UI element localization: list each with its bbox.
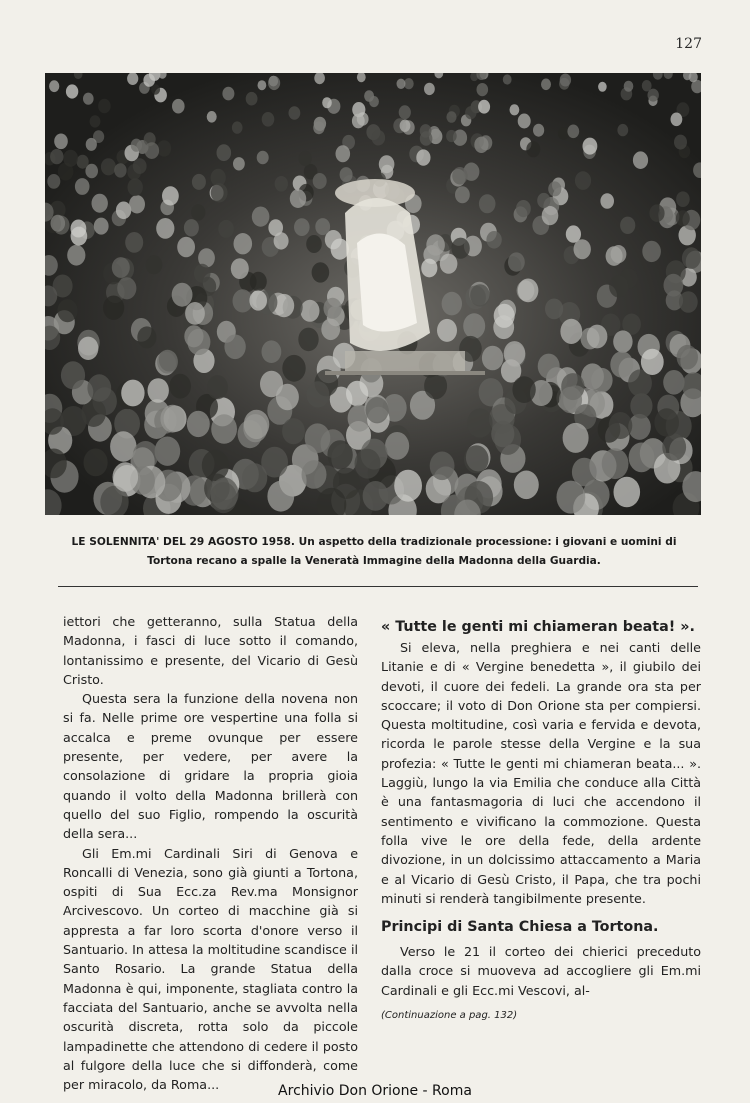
photo-caption [62, 533, 686, 571]
right-column [381, 616, 701, 1025]
divider [58, 586, 698, 587]
crowd-image [45, 73, 701, 515]
continuation-note: (Continuazione a pag. 132) [381, 1010, 518, 1022]
left-column [63, 612, 358, 1094]
left-paragraph-3: Gli Em.mi Cardinali Siri di Genova e Roncalli di Venezia, sono già giunti a Tortona, ospiti di Sua Ecc.za Rev.ma Monsignor Arcivescovo. Un corteo di macchine già si appresta a far loro scorta d'onore verso il Santuario. In attesa la moltitudine scandisce il Santo Rosario. La grande Statua della Madonna è qui, imponente, stagliata contro la facciata del Santuario, anche se avvolta nella oscurità discreta, rotta solo da piccole lampadinette che attendono di cedere il posto al fulgore della luce che si diffonderà, come per miracolo, da Roma... [63, 845, 358, 1093]
archive-footer: Archivio Don Orione - Roma [278, 1083, 472, 1099]
left-paragraph-2: Questa sera la funzione della novena non si fa. Nelle prime ore vespertine una folla si accalca e preme ovunque per essere presente, per vedere, per avere la consolazione di gridare la propria gioia quando il volto della Madonna brillerà con quello del suo Figlio, rompendo la oscurità della sera... [63, 691, 358, 842]
procession-photo [45, 73, 701, 515]
page-number: 127 [675, 36, 702, 52]
section-heading: « Tutte le genti mi chiameran beata! ». [381, 619, 695, 635]
right-paragraph-1: Si eleva, nella preghiera e nei canti delle Litanie e di « Vergine benedetta », il giubilo dei devoti, il cuore dei fedeli. La grande ora sta per scoccare; il voto di Don Orione sta per compiersi. Questa moltitudine, così varia e fervida e devota, ricorda le parole stesse della Vergine e la sua profezia: « Tutte le genti mi chiameran beata... ». Laggiù, lungo la via Emilia che conduce alla Città è una fantasmagoria di luci che accendono il sentimento e vivificano la commozione. Questa folla vive le ore della fede, della ardente divozione, in un dolcissimo attaccamento a Maria e al Vicario di Gesù Cristo, il Papa, che tra pochi minuti si renderà tangibilmente presente. [381, 640, 701, 906]
caption-lead: LE SOLENNITA' DEL 29 AGOSTO 1958. [71, 536, 295, 548]
caption-text: Un aspetto della tradizionale processione: i giovani e uomini di Tortona recano a spalle la Veneratà Immagine della Madonna della Guardia. [147, 536, 677, 567]
left-paragraph-1: iettori che getteranno, sulla Statua della Madonna, i fasci di luce sotto il comando, lontanissimo e presente, del Vicario di Gesù Cristo. [63, 614, 358, 687]
right-paragraph-2: Verso le 21 il corteo dei chierici preceduto dalla croce si muoveva ad accogliere gli Em.mi Cardinali e gli Ecc.mi Vescovi, al- [381, 944, 701, 998]
section-subheading: Principi di Santa Chiesa a Tortona. [381, 919, 659, 936]
